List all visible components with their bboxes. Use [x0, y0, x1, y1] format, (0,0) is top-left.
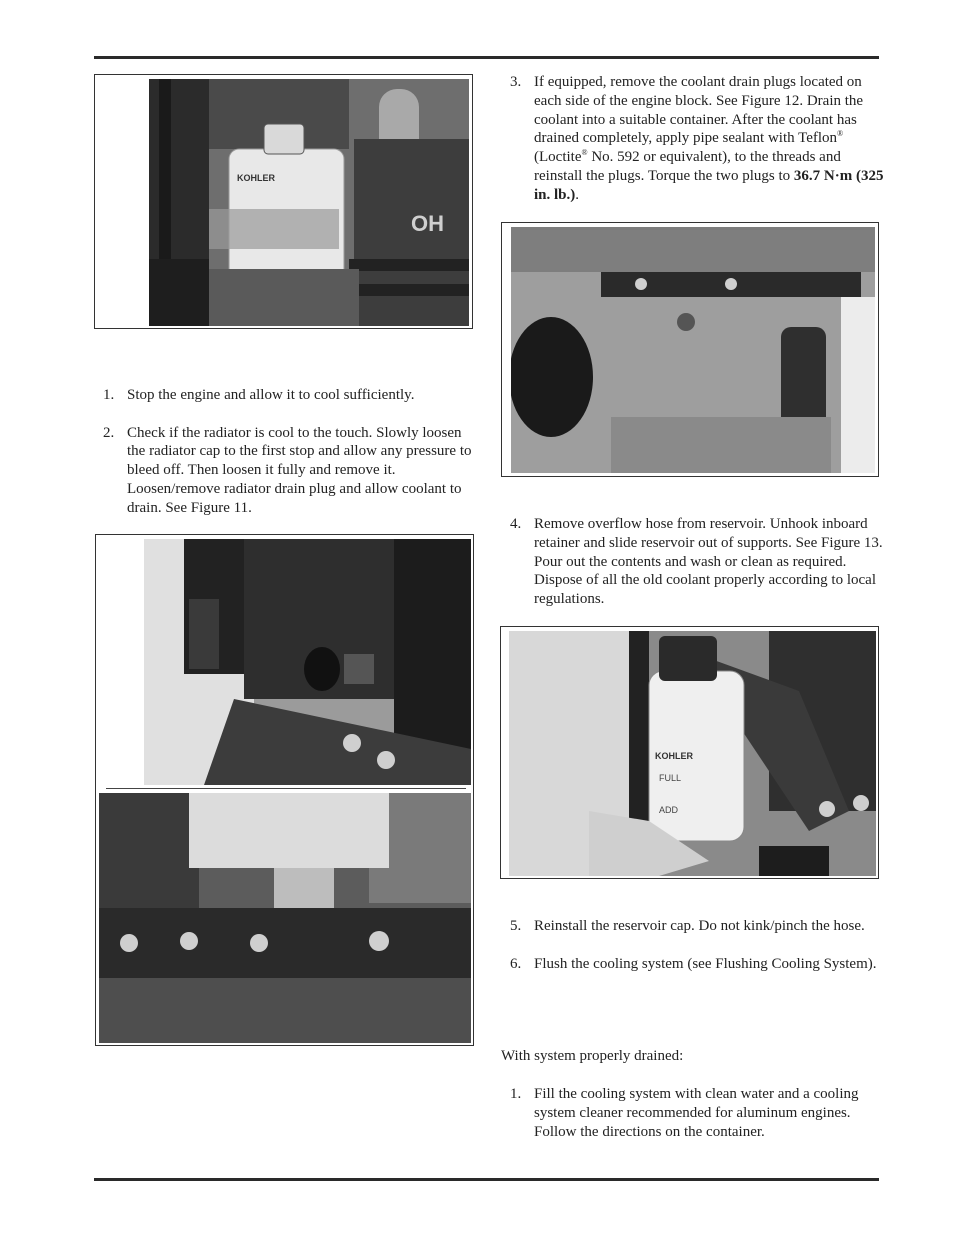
reservoir-brand-label: KOHLER: [655, 751, 693, 761]
list-item: 4. Remove overflow hose from reservoir. Unhook inboard retainer and slide reservoir out of supports. See Figure 13. Pour out the contents and wash or clean as required. Dispose of all the old coolant properly according to local regulations.: [510, 516, 883, 608]
drained-intro: With system properly drained:: [501, 1048, 684, 1064]
reservoir-brand-label: KOHLER: [237, 173, 275, 183]
figure-engine-block-drain: [501, 222, 879, 477]
figure-coolant-reservoir: [94, 74, 473, 329]
photo-separator: [106, 788, 466, 789]
list-item: 1. Stop the engine and allow it to cool sufficiently.: [103, 387, 415, 403]
header-rule: [94, 56, 879, 59]
list-item: 5. Reinstall the reservoir cap. Do not kink/pinch the hose.: [510, 918, 865, 934]
figure-radiator-drain: [95, 534, 474, 1046]
right-steps-b-list: [502, 917, 887, 992]
engine-badge: OH: [411, 211, 444, 236]
list-item: 6. Flush the cooling system (see Flushing Cooling System).: [510, 955, 877, 972]
step4-list: [502, 515, 887, 628]
coolant-reservoir-photo: [149, 79, 469, 326]
figure-reservoir-removal: [500, 626, 879, 879]
left-steps-list: [95, 386, 475, 536]
torque-value: 36.7 N·m (325 in. lb.): [534, 167, 884, 203]
list-item: 2. Check if the radiator is cool to the touch. Slowly loosen the radiator cap to the first stop and allow any pressure to bleed off. Then loosen it fully and remove it. Loosen/remove radiator drain plug and allow coolant to drain. See Figure 11.: [103, 424, 472, 516]
reservoir-full-label: FULL: [659, 773, 682, 783]
footer-rule: [94, 1178, 879, 1181]
refill-steps-list: [502, 1085, 887, 1160]
engine-block-drain-plug-photo: [511, 227, 875, 473]
list-item: 1. Fill the cooling system with clean water and a cooling system cleaner recommended for aluminum engines. Follow the directions on the container.: [510, 1086, 859, 1140]
reservoir-removal-photo: [509, 631, 876, 876]
step3-list: [502, 73, 887, 223]
radiator-drain-underside-photo: [99, 793, 471, 1043]
list-item: 3. If equipped, remove the coolant drain plugs located on each side of the engine block. See Figure 12. Drain the coolant into a suitable container. After the coolant has drained completely, apply pipe sealant with Teflon® (Loctite® No. 592 or equivalent), to the threads and reinstall the plugs. Torque the two plugs to 36.7 N·m (325 in. lb.).: [510, 74, 884, 203]
reservoir-add-label: ADD: [659, 805, 679, 815]
radiator-drain-plug-photo: [144, 539, 471, 785]
